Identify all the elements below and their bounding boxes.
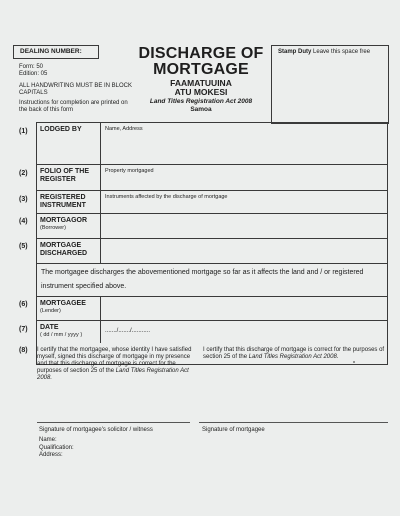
- mortgagee-cert-act: Land Titles Registration Act 2008.: [248, 354, 339, 360]
- discharge-statement: The mortgagee discharges the abovementioned mortgage so far as it affects the land and / or registered instrument specified above.: [41, 269, 364, 290]
- samoan-title-line1: FAAMATUUINA: [170, 78, 232, 88]
- registered-instrument-hint: Instruments affected by the discharge of mortgage: [105, 194, 228, 200]
- row-number: (3): [19, 196, 28, 203]
- row-number: (7): [19, 326, 28, 333]
- witness-details: [39, 437, 74, 460]
- stamp-duty-note: Leave this space free: [313, 49, 371, 55]
- mortgagee-signature-line[interactable]: [199, 422, 388, 423]
- witness-signature-line[interactable]: [37, 422, 190, 423]
- witness-address-label: Address:: [39, 452, 63, 458]
- mortgagor-row[interactable]: [37, 214, 387, 239]
- instructions-note: Instructions for completion are printed on the back of this form: [19, 100, 128, 113]
- row-number: (4): [19, 218, 28, 225]
- mortgage-discharged-row[interactable]: [37, 239, 387, 264]
- document-title: DISCHARGE OF MORTGAGE: [138, 45, 264, 78]
- witness-certification: [37, 347, 197, 382]
- lodged-by-row[interactable]: [37, 123, 387, 165]
- witness-cert-text: I certify that the mortgagee, whose identity I have satisfied myself, signed this discharge of mortgage in my presence and that this discharge of mortgage is correct for the purposes of section 25 of the: [37, 347, 192, 374]
- lodged-by-hint: Name, Address: [105, 126, 143, 132]
- mortgage-discharged-label: MORTGAGE DISCHARGED: [40, 242, 88, 257]
- witness-name-label: Name:: [39, 437, 57, 443]
- form-info: [19, 64, 47, 77]
- stamp-duty-box: [271, 45, 389, 124]
- folio-label: FOLIO OF THE REGISTER: [40, 168, 89, 183]
- statement-row: [37, 264, 387, 297]
- mortgagor-label: MORTGAGOR: [40, 217, 88, 224]
- folio-row[interactable]: [37, 165, 387, 191]
- row-number: (8): [19, 347, 28, 354]
- country-label: Samoa: [190, 105, 212, 113]
- handwriting-note: ALL HANDWRITING MUST BE IN BLOCK CAPITALS: [19, 83, 133, 96]
- mortgagee-label: MORTGAGEE: [40, 300, 86, 307]
- witness-signature-label: Signature of mortgagee's solicitor / witness: [39, 427, 153, 433]
- mortgagee-cert-text: I certify that this discharge of mortgage is correct for the purposes of section 25 of the: [203, 347, 385, 360]
- date-format: ( dd / mm / yyyy ): [40, 332, 83, 338]
- mortgagor-sub: (Borrower): [40, 225, 66, 231]
- act-reference: Land Titles Registration Act 2008: [149, 98, 253, 105]
- dealing-number-label: DEALING NUMBER:: [20, 48, 82, 55]
- mortgagee-signature-label: Signature of mortgagee: [202, 427, 265, 433]
- row-number: (5): [19, 243, 28, 250]
- dealing-number-box[interactable]: [13, 45, 99, 59]
- folio-hint: Property mortgaged: [105, 168, 154, 174]
- row-number: (6): [19, 301, 28, 308]
- row-number: (1): [19, 128, 28, 135]
- title-block: [138, 46, 264, 113]
- samoan-title-line2: ATU MOKESI: [174, 87, 228, 97]
- date-field[interactable]: ......./......./...........: [105, 328, 151, 334]
- witness-cert-act: Land Titles Registration Act 2008.: [37, 368, 189, 381]
- row-number: (2): [19, 170, 28, 177]
- witness-qualification-label: Qualification:: [39, 444, 74, 451]
- stamp-duty-label: Stamp Duty: [278, 49, 312, 55]
- date-label: DATE: [40, 324, 59, 331]
- form-number: Form: 50: [19, 64, 44, 70]
- lodged-by-label: LODGED BY: [40, 126, 82, 133]
- mortgagee-certification: [203, 347, 388, 361]
- mortgagee-row[interactable]: [37, 297, 387, 321]
- form-table: [36, 122, 388, 365]
- date-row[interactable]: [37, 321, 387, 343]
- mortgagee-sub: (Lender): [40, 308, 61, 314]
- registered-instrument-label: REGISTERED INSTRUMENT: [40, 194, 86, 209]
- registered-instrument-row[interactable]: [37, 191, 387, 214]
- scan-speck: [353, 361, 355, 363]
- edition-number: Edition: 05: [19, 70, 48, 77]
